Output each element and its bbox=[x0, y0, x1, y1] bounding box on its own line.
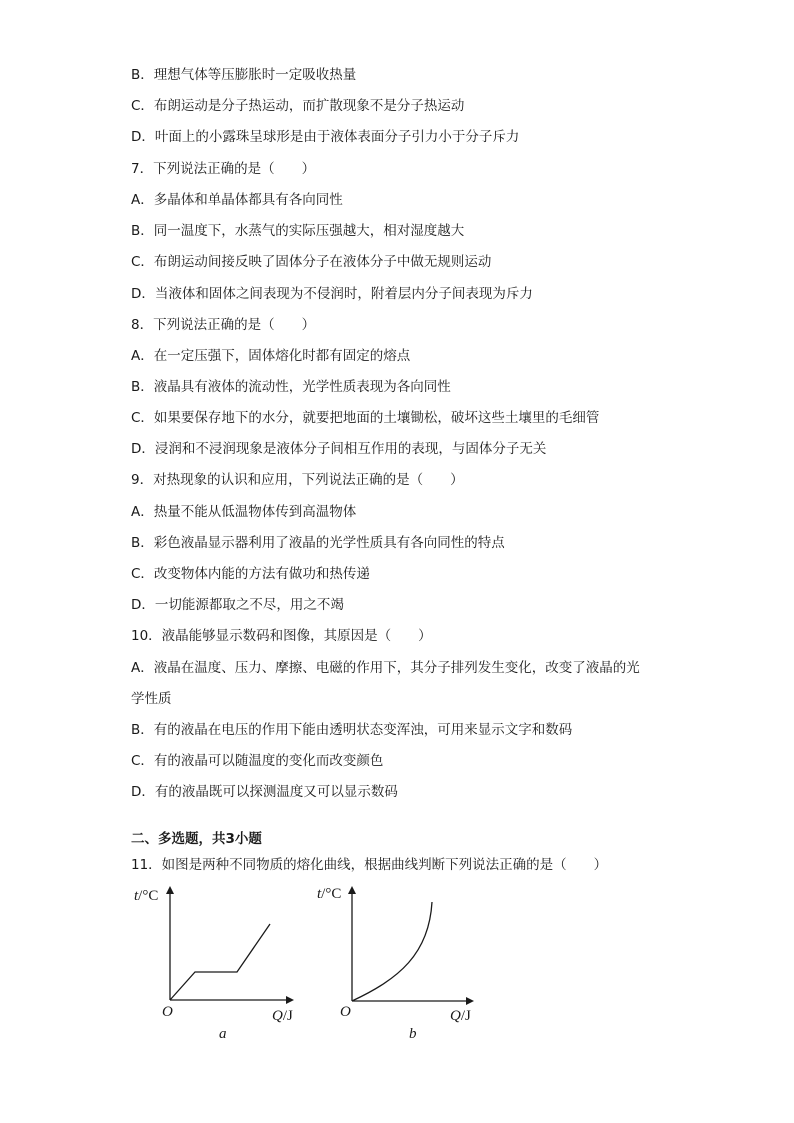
melting-curve-a bbox=[162, 884, 302, 1014]
curve-a bbox=[170, 924, 270, 1000]
fig-a-caption: a bbox=[219, 1026, 227, 1042]
option-10d: D．有的液晶既可以探测温度又可以显示数码 bbox=[131, 784, 398, 800]
option-7b: B．同一温度下，水蒸气的实际压强越大，相对湿度越大 bbox=[131, 223, 465, 239]
option-6c: C．布朗运动是分子热运动，而扩散现象不是分子热运动 bbox=[131, 98, 465, 114]
option-10b: B．有的液晶在电压的作用下能由透明状态变浑浊，可用来显示文字和数码 bbox=[131, 722, 573, 738]
option-9d: D．一切能源都取之不尽，用之不竭 bbox=[131, 597, 344, 613]
option-9b: B．彩色液晶显示器利用了液晶的光学性质具有各向同性的特点 bbox=[131, 535, 505, 551]
option-9c: C．改变物体内能的方法有做功和热传递 bbox=[131, 566, 370, 582]
fig-a-ylabel: t/°C bbox=[134, 888, 159, 904]
option-8b: B．液晶具有液体的流动性，光学性质表现为各向同性 bbox=[131, 379, 451, 395]
question-10: 10．液晶能够显示数码和图像，其原因是（ ） bbox=[131, 628, 432, 644]
option-9a: A．热量不能从低温物体传到高温物体 bbox=[131, 504, 357, 520]
option-10a: A．液晶在温度、压力、摩擦、电磁的作用下，其分子排列发生变化，改变了液晶的光 bbox=[131, 660, 640, 676]
option-6b: B．理想气体等压膨胀时一定吸收热量 bbox=[131, 67, 357, 83]
question-7: 7．下列说法正确的是（ ） bbox=[131, 161, 316, 177]
option-10c: C．有的液晶可以随温度的变化而改变颜色 bbox=[131, 753, 384, 769]
melting-curve-b bbox=[344, 884, 484, 1014]
option-6d: D．叶面上的小露珠呈球形是由于液体表面分子引力小于分子斥力 bbox=[131, 129, 520, 145]
option-7a: A．多晶体和单晶体都具有各向同性 bbox=[131, 192, 343, 208]
fig-b-ylabel: t/°C bbox=[317, 886, 342, 902]
option-8d: D．浸润和不浸润现象是液体分子间相互作用的表现，与固体分子无关 bbox=[131, 441, 547, 457]
option-7d: D．当液体和固体之间表现为不侵润时，附着层内分子间表现为斥力 bbox=[131, 286, 533, 302]
option-7c: C．布朗运动间接反映了固体分子在液体分子中做无规则运动 bbox=[131, 254, 492, 270]
option-10a-cont: 学性质 bbox=[131, 691, 172, 707]
fig-b-caption: b bbox=[409, 1026, 417, 1042]
fig-b-xlabel: Q/J bbox=[450, 1008, 471, 1024]
fig-a-origin: O bbox=[162, 1004, 173, 1020]
curve-b bbox=[352, 902, 432, 1001]
question-8: 8．下列说法正确的是（ ） bbox=[131, 317, 316, 333]
section-title: 二、多选题，共3小题 bbox=[131, 831, 262, 847]
question-9: 9．对热现象的认识和应用，下列说法正确的是（ ） bbox=[131, 472, 464, 488]
option-8a: A．在一定压强下，固体熔化时都有固定的熔点 bbox=[131, 348, 411, 364]
fig-a-xlabel: Q/J bbox=[272, 1008, 293, 1024]
option-8c: C．如果要保存地下的水分，就要把地面的土壤锄松，破坏这些土壤里的毛细管 bbox=[131, 410, 600, 426]
fig-b-origin: O bbox=[340, 1004, 351, 1020]
question-11: 11．如图是两种不同物质的熔化曲线，根据曲线判断下列说法正确的是（ ） bbox=[131, 857, 608, 873]
